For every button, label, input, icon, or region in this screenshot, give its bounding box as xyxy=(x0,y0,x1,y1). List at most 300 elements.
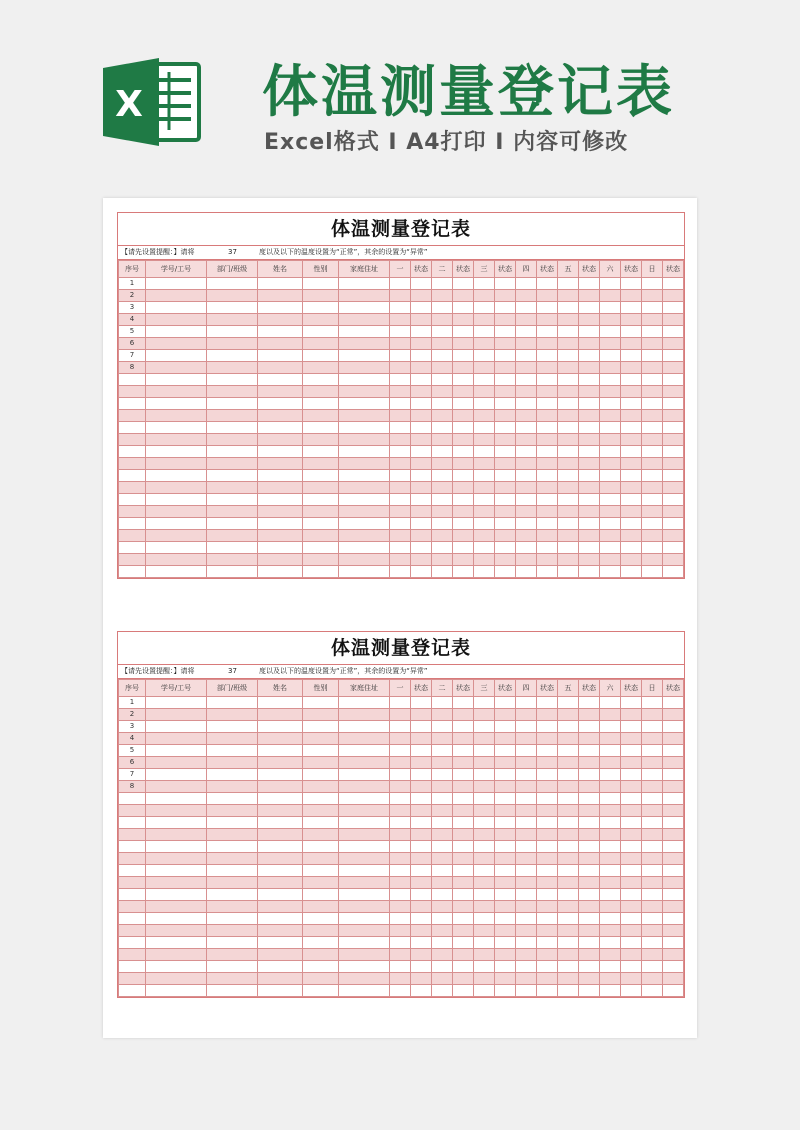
table-cell[interactable] xyxy=(258,697,303,709)
table-cell[interactable] xyxy=(207,338,258,350)
table-cell[interactable] xyxy=(474,901,495,913)
table-cell[interactable] xyxy=(579,326,600,338)
table-cell[interactable] xyxy=(537,482,558,494)
table-cell[interactable] xyxy=(474,542,495,554)
table-cell[interactable] xyxy=(146,769,207,781)
table-cell[interactable] xyxy=(303,733,339,745)
table-cell[interactable] xyxy=(303,566,339,578)
table-cell[interactable] xyxy=(495,949,516,961)
table-cell[interactable] xyxy=(600,973,621,985)
table-cell[interactable] xyxy=(495,542,516,554)
table-cell[interactable] xyxy=(579,757,600,769)
table-cell[interactable] xyxy=(495,362,516,374)
table-cell[interactable] xyxy=(516,973,537,985)
row-number-cell[interactable] xyxy=(119,506,146,518)
table-cell[interactable] xyxy=(303,314,339,326)
table-cell[interactable] xyxy=(390,937,411,949)
table-cell[interactable] xyxy=(303,494,339,506)
table-cell[interactable] xyxy=(600,853,621,865)
table-cell[interactable] xyxy=(432,482,453,494)
table-cell[interactable] xyxy=(453,829,474,841)
table-cell[interactable] xyxy=(390,422,411,434)
threshold-value[interactable]: 37 xyxy=(228,667,237,675)
table-cell[interactable] xyxy=(339,470,390,482)
table-cell[interactable] xyxy=(390,961,411,973)
table-cell[interactable] xyxy=(146,697,207,709)
table-cell[interactable] xyxy=(453,745,474,757)
table-cell[interactable] xyxy=(258,338,303,350)
table-cell[interactable] xyxy=(558,434,579,446)
table-cell[interactable] xyxy=(339,865,390,877)
table-cell[interactable] xyxy=(600,769,621,781)
table-cell[interactable] xyxy=(432,350,453,362)
table-cell[interactable] xyxy=(474,889,495,901)
table-cell[interactable] xyxy=(516,386,537,398)
table-cell[interactable] xyxy=(558,721,579,733)
table-cell[interactable] xyxy=(390,913,411,925)
table-cell[interactable] xyxy=(642,422,663,434)
table-cell[interactable] xyxy=(453,949,474,961)
table-cell[interactable] xyxy=(600,410,621,422)
table-cell[interactable] xyxy=(432,781,453,793)
table-cell[interactable] xyxy=(339,350,390,362)
table-cell[interactable] xyxy=(258,781,303,793)
table-cell[interactable] xyxy=(146,386,207,398)
table-cell[interactable] xyxy=(453,338,474,350)
table-cell[interactable] xyxy=(339,314,390,326)
table-cell[interactable] xyxy=(495,769,516,781)
table-cell[interactable] xyxy=(663,326,684,338)
table-cell[interactable] xyxy=(390,949,411,961)
table-cell[interactable] xyxy=(146,733,207,745)
table-cell[interactable] xyxy=(146,458,207,470)
table-cell[interactable] xyxy=(453,470,474,482)
table-cell[interactable] xyxy=(390,554,411,566)
table-cell[interactable] xyxy=(558,733,579,745)
table-cell[interactable] xyxy=(474,470,495,482)
table-cell[interactable] xyxy=(579,386,600,398)
table-cell[interactable] xyxy=(411,518,432,530)
table-cell[interactable] xyxy=(579,697,600,709)
table-cell[interactable] xyxy=(432,278,453,290)
table-cell[interactable] xyxy=(600,302,621,314)
table-cell[interactable] xyxy=(663,554,684,566)
table-cell[interactable] xyxy=(303,877,339,889)
table-cell[interactable] xyxy=(303,973,339,985)
table-cell[interactable] xyxy=(411,901,432,913)
table-cell[interactable] xyxy=(390,805,411,817)
table-cell[interactable] xyxy=(642,985,663,997)
table-cell[interactable] xyxy=(339,721,390,733)
table-cell[interactable] xyxy=(663,745,684,757)
table-cell[interactable] xyxy=(390,925,411,937)
table-cell[interactable] xyxy=(474,769,495,781)
table-cell[interactable] xyxy=(453,937,474,949)
table-cell[interactable] xyxy=(411,566,432,578)
row-number-cell[interactable] xyxy=(119,530,146,542)
table-cell[interactable] xyxy=(207,961,258,973)
table-cell[interactable] xyxy=(600,470,621,482)
table-cell[interactable] xyxy=(411,793,432,805)
table-cell[interactable] xyxy=(621,973,642,985)
table-cell[interactable] xyxy=(258,733,303,745)
table-cell[interactable] xyxy=(146,446,207,458)
table-cell[interactable] xyxy=(600,937,621,949)
table-cell[interactable] xyxy=(258,745,303,757)
table-cell[interactable] xyxy=(453,973,474,985)
table-cell[interactable] xyxy=(453,494,474,506)
table-cell[interactable] xyxy=(495,925,516,937)
table-cell[interactable] xyxy=(146,817,207,829)
table-cell[interactable] xyxy=(537,709,558,721)
table-cell[interactable] xyxy=(579,518,600,530)
table-cell[interactable] xyxy=(516,877,537,889)
table-cell[interactable] xyxy=(642,326,663,338)
table-cell[interactable] xyxy=(495,374,516,386)
table-cell[interactable] xyxy=(516,398,537,410)
table-cell[interactable] xyxy=(495,721,516,733)
table-cell[interactable] xyxy=(303,805,339,817)
table-cell[interactable] xyxy=(411,961,432,973)
table-cell[interactable] xyxy=(474,829,495,841)
table-cell[interactable] xyxy=(558,817,579,829)
table-cell[interactable] xyxy=(516,566,537,578)
table-cell[interactable] xyxy=(600,889,621,901)
table-cell[interactable] xyxy=(390,877,411,889)
table-cell[interactable] xyxy=(339,757,390,769)
table-cell[interactable] xyxy=(537,985,558,997)
table-cell[interactable] xyxy=(474,518,495,530)
table-cell[interactable] xyxy=(474,362,495,374)
table-cell[interactable] xyxy=(146,410,207,422)
table-cell[interactable] xyxy=(474,530,495,542)
table-cell[interactable] xyxy=(558,506,579,518)
table-cell[interactable] xyxy=(642,781,663,793)
table-cell[interactable] xyxy=(411,494,432,506)
table-cell[interactable] xyxy=(663,901,684,913)
table-cell[interactable] xyxy=(537,494,558,506)
table-cell[interactable] xyxy=(474,733,495,745)
table-cell[interactable] xyxy=(537,961,558,973)
table-cell[interactable] xyxy=(258,901,303,913)
table-cell[interactable] xyxy=(258,290,303,302)
row-number-cell[interactable] xyxy=(119,542,146,554)
table-cell[interactable] xyxy=(579,853,600,865)
table-cell[interactable] xyxy=(411,805,432,817)
table-cell[interactable] xyxy=(258,458,303,470)
table-cell[interactable] xyxy=(579,482,600,494)
row-number-cell[interactable]: 1 xyxy=(119,278,146,290)
table-cell[interactable] xyxy=(339,290,390,302)
table-cell[interactable] xyxy=(146,889,207,901)
table-cell[interactable] xyxy=(303,961,339,973)
table-cell[interactable] xyxy=(411,817,432,829)
table-cell[interactable] xyxy=(207,458,258,470)
table-cell[interactable] xyxy=(339,542,390,554)
table-cell[interactable] xyxy=(663,458,684,470)
table-cell[interactable] xyxy=(453,709,474,721)
table-cell[interactable] xyxy=(663,542,684,554)
table-cell[interactable] xyxy=(390,446,411,458)
table-cell[interactable] xyxy=(663,937,684,949)
table-cell[interactable] xyxy=(621,745,642,757)
table-cell[interactable] xyxy=(495,338,516,350)
table-cell[interactable] xyxy=(516,913,537,925)
table-cell[interactable] xyxy=(411,542,432,554)
table-cell[interactable] xyxy=(303,901,339,913)
table-cell[interactable] xyxy=(600,949,621,961)
table-cell[interactable] xyxy=(303,338,339,350)
table-cell[interactable] xyxy=(207,314,258,326)
table-cell[interactable] xyxy=(642,721,663,733)
table-cell[interactable] xyxy=(390,769,411,781)
table-cell[interactable] xyxy=(516,302,537,314)
table-cell[interactable] xyxy=(516,374,537,386)
table-cell[interactable] xyxy=(558,901,579,913)
table-cell[interactable] xyxy=(516,757,537,769)
table-cell[interactable] xyxy=(390,518,411,530)
table-cell[interactable] xyxy=(537,458,558,470)
table-cell[interactable] xyxy=(579,278,600,290)
table-cell[interactable] xyxy=(516,494,537,506)
table-cell[interactable] xyxy=(339,506,390,518)
table-cell[interactable] xyxy=(558,446,579,458)
table-cell[interactable] xyxy=(207,482,258,494)
table-cell[interactable] xyxy=(579,338,600,350)
table-cell[interactable] xyxy=(453,326,474,338)
table-cell[interactable] xyxy=(663,841,684,853)
table-cell[interactable] xyxy=(303,518,339,530)
table-cell[interactable] xyxy=(642,446,663,458)
table-cell[interactable] xyxy=(474,973,495,985)
table-cell[interactable] xyxy=(432,326,453,338)
table-cell[interactable] xyxy=(558,925,579,937)
table-cell[interactable] xyxy=(516,422,537,434)
table-cell[interactable] xyxy=(642,733,663,745)
table-cell[interactable] xyxy=(474,937,495,949)
table-cell[interactable] xyxy=(558,697,579,709)
table-cell[interactable] xyxy=(258,829,303,841)
table-cell[interactable] xyxy=(303,757,339,769)
table-cell[interactable] xyxy=(303,506,339,518)
table-cell[interactable] xyxy=(558,566,579,578)
table-cell[interactable] xyxy=(495,805,516,817)
table-cell[interactable] xyxy=(432,733,453,745)
table-cell[interactable] xyxy=(453,290,474,302)
table-cell[interactable] xyxy=(579,937,600,949)
table-cell[interactable] xyxy=(495,434,516,446)
table-cell[interactable] xyxy=(411,829,432,841)
table-cell[interactable] xyxy=(474,841,495,853)
table-cell[interactable] xyxy=(621,458,642,470)
table-cell[interactable] xyxy=(642,398,663,410)
table-cell[interactable] xyxy=(474,494,495,506)
table-cell[interactable] xyxy=(474,410,495,422)
table-cell[interactable] xyxy=(600,745,621,757)
row-number-cell[interactable] xyxy=(119,841,146,853)
table-cell[interactable] xyxy=(146,398,207,410)
table-cell[interactable] xyxy=(495,781,516,793)
table-cell[interactable] xyxy=(390,841,411,853)
table-cell[interactable] xyxy=(663,985,684,997)
table-cell[interactable] xyxy=(303,542,339,554)
table-cell[interactable] xyxy=(432,769,453,781)
table-cell[interactable] xyxy=(558,374,579,386)
table-cell[interactable] xyxy=(537,949,558,961)
table-cell[interactable] xyxy=(642,889,663,901)
table-cell[interactable] xyxy=(558,757,579,769)
table-cell[interactable] xyxy=(303,398,339,410)
row-number-cell[interactable] xyxy=(119,961,146,973)
table-cell[interactable] xyxy=(390,386,411,398)
table-cell[interactable] xyxy=(495,817,516,829)
table-cell[interactable] xyxy=(146,877,207,889)
table-cell[interactable] xyxy=(621,290,642,302)
table-cell[interactable] xyxy=(146,434,207,446)
table-cell[interactable] xyxy=(558,350,579,362)
table-cell[interactable] xyxy=(537,913,558,925)
table-cell[interactable] xyxy=(642,745,663,757)
table-cell[interactable] xyxy=(537,781,558,793)
table-cell[interactable] xyxy=(600,482,621,494)
table-cell[interactable] xyxy=(663,506,684,518)
table-cell[interactable] xyxy=(558,913,579,925)
row-number-cell[interactable] xyxy=(119,805,146,817)
threshold-value[interactable]: 37 xyxy=(228,248,237,256)
table-cell[interactable] xyxy=(474,805,495,817)
table-cell[interactable] xyxy=(146,949,207,961)
table-cell[interactable] xyxy=(621,530,642,542)
table-cell[interactable] xyxy=(432,841,453,853)
table-cell[interactable] xyxy=(558,470,579,482)
table-cell[interactable] xyxy=(258,350,303,362)
table-cell[interactable] xyxy=(558,973,579,985)
table-cell[interactable] xyxy=(495,829,516,841)
table-cell[interactable] xyxy=(495,410,516,422)
table-cell[interactable] xyxy=(537,793,558,805)
table-cell[interactable] xyxy=(474,961,495,973)
table-cell[interactable] xyxy=(453,386,474,398)
table-cell[interactable] xyxy=(579,793,600,805)
table-cell[interactable] xyxy=(537,566,558,578)
table-cell[interactable] xyxy=(146,542,207,554)
table-cell[interactable] xyxy=(579,769,600,781)
table-cell[interactable] xyxy=(146,302,207,314)
table-cell[interactable] xyxy=(339,973,390,985)
table-cell[interactable] xyxy=(642,709,663,721)
table-cell[interactable] xyxy=(453,721,474,733)
table-cell[interactable] xyxy=(495,482,516,494)
table-cell[interactable] xyxy=(558,793,579,805)
table-cell[interactable] xyxy=(453,793,474,805)
table-cell[interactable] xyxy=(432,949,453,961)
table-cell[interactable] xyxy=(411,410,432,422)
table-cell[interactable] xyxy=(516,470,537,482)
row-number-cell[interactable] xyxy=(119,434,146,446)
table-cell[interactable] xyxy=(432,757,453,769)
table-cell[interactable] xyxy=(663,530,684,542)
table-cell[interactable] xyxy=(558,422,579,434)
table-cell[interactable] xyxy=(390,350,411,362)
table-cell[interactable] xyxy=(663,853,684,865)
table-cell[interactable] xyxy=(495,554,516,566)
table-cell[interactable] xyxy=(516,721,537,733)
table-cell[interactable] xyxy=(258,506,303,518)
table-cell[interactable] xyxy=(495,913,516,925)
table-cell[interactable] xyxy=(621,841,642,853)
table-cell[interactable] xyxy=(663,566,684,578)
table-cell[interactable] xyxy=(558,386,579,398)
table-cell[interactable] xyxy=(600,757,621,769)
table-cell[interactable] xyxy=(146,554,207,566)
table-cell[interactable] xyxy=(579,781,600,793)
table-cell[interactable] xyxy=(579,398,600,410)
table-cell[interactable] xyxy=(207,386,258,398)
table-cell[interactable] xyxy=(432,506,453,518)
table-cell[interactable] xyxy=(621,506,642,518)
table-cell[interactable] xyxy=(516,709,537,721)
table-cell[interactable] xyxy=(558,302,579,314)
table-cell[interactable] xyxy=(146,937,207,949)
table-cell[interactable] xyxy=(339,362,390,374)
table-cell[interactable] xyxy=(390,757,411,769)
table-cell[interactable] xyxy=(146,290,207,302)
table-cell[interactable] xyxy=(600,530,621,542)
table-cell[interactable] xyxy=(258,817,303,829)
table-cell[interactable] xyxy=(390,985,411,997)
table-cell[interactable] xyxy=(621,937,642,949)
table-cell[interactable] xyxy=(516,949,537,961)
table-cell[interactable] xyxy=(642,290,663,302)
table-cell[interactable] xyxy=(516,781,537,793)
table-cell[interactable] xyxy=(495,745,516,757)
table-cell[interactable] xyxy=(146,841,207,853)
table-cell[interactable] xyxy=(453,817,474,829)
table-cell[interactable] xyxy=(474,877,495,889)
table-cell[interactable] xyxy=(474,709,495,721)
table-cell[interactable] xyxy=(207,733,258,745)
table-cell[interactable] xyxy=(390,709,411,721)
table-cell[interactable] xyxy=(642,350,663,362)
table-cell[interactable] xyxy=(390,314,411,326)
table-cell[interactable] xyxy=(303,410,339,422)
table-cell[interactable] xyxy=(495,865,516,877)
table-cell[interactable] xyxy=(495,278,516,290)
table-cell[interactable] xyxy=(146,901,207,913)
table-cell[interactable] xyxy=(303,949,339,961)
table-cell[interactable] xyxy=(453,278,474,290)
table-cell[interactable] xyxy=(432,901,453,913)
table-cell[interactable] xyxy=(207,805,258,817)
table-cell[interactable] xyxy=(621,985,642,997)
table-cell[interactable] xyxy=(495,518,516,530)
table-cell[interactable] xyxy=(558,314,579,326)
table-cell[interactable] xyxy=(579,949,600,961)
table-cell[interactable] xyxy=(474,446,495,458)
table-cell[interactable] xyxy=(411,398,432,410)
table-cell[interactable] xyxy=(258,949,303,961)
table-cell[interactable] xyxy=(207,757,258,769)
table-cell[interactable] xyxy=(474,458,495,470)
table-cell[interactable] xyxy=(258,853,303,865)
table-cell[interactable] xyxy=(642,793,663,805)
table-cell[interactable] xyxy=(411,482,432,494)
table-cell[interactable] xyxy=(453,446,474,458)
table-cell[interactable] xyxy=(411,865,432,877)
table-cell[interactable] xyxy=(621,781,642,793)
table-cell[interactable] xyxy=(642,278,663,290)
row-number-cell[interactable] xyxy=(119,925,146,937)
